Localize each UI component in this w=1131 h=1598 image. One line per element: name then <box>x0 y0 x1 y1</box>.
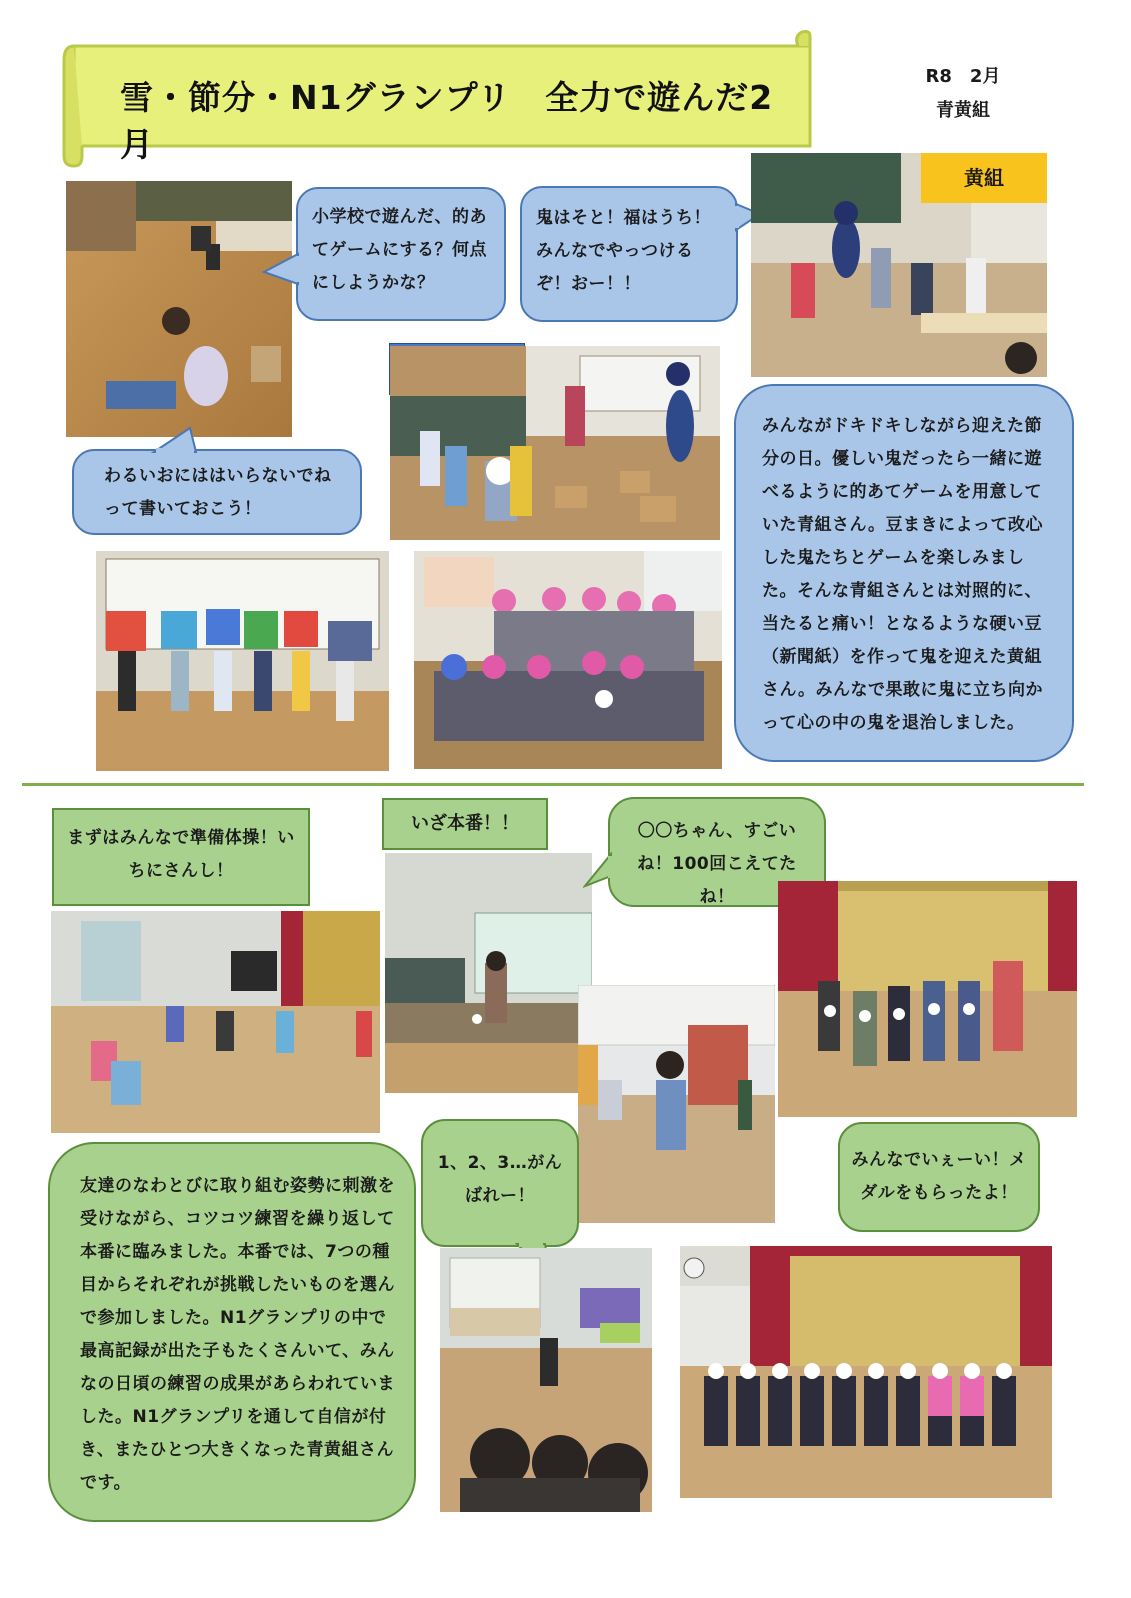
bubble-text: 小学校で遊んだ、的あてゲームにする？何点にしようかな？ <box>312 207 487 293</box>
grandprix-summary <box>48 1142 416 1522</box>
issue-date: R8 2月 <box>925 66 1001 87</box>
speech-bubble-oni-soto <box>520 186 738 322</box>
photo-blue-class-game <box>390 346 720 540</box>
summary-text: みんながドキドキしながら迎えた節分の日。優しい鬼だったら一緒に遊べるように的あてゲームを用意していた青組さん。豆まきによって改心した鬼たちとゲームを楽しみました。そんな青組さんとは対照的に、当たると痛い！となるような硬い豆（新聞紙）を作って鬼を迎えた黄組さん。みんなで果敢に鬼に立ち向かって心の中の鬼を退治しました。 <box>762 416 1044 733</box>
class-name: 青黄組 <box>936 100 990 121</box>
bubble-text: 〇〇ちゃん、すごいね！100回こえてたね！ <box>637 821 797 907</box>
speech-bubble-count <box>421 1119 579 1247</box>
label-honban: いざ本番！！ <box>382 798 548 850</box>
page-title: 雪・節分・N1グランプリ 全力で遊んだ2月 <box>120 78 774 164</box>
bubble-tail <box>583 852 613 892</box>
bubble-tail <box>150 426 200 454</box>
bubble-text: みんなでいぇーい！メダルをもらったよ！ <box>851 1150 1027 1203</box>
photo-jump-rope-hall <box>385 853 592 1093</box>
photo-jump-boy <box>578 985 775 1223</box>
photo-jump-hall-back <box>440 1248 652 1512</box>
bubble-text: まずはみんなで準備体操！いちにさんし！ <box>67 828 295 881</box>
photo-target-making <box>66 181 292 437</box>
summary-text: 友達のなわとびに取り組む姿勢に刺激を受けながら、コツコツ練習を繰り返して本番に臨みました。本番では、7つの種目からそれぞれが挑戦したいものを選んで参加しました。N1グランプリの中で最高記録が出た子もたくさんいて、みんなの日頃の練習の成果があらわれていました。N1グランプリを通して自信が付き、またひとつ大きくなった青黄組さんです。 <box>80 1176 395 1493</box>
photo-medal-group <box>778 881 1077 1117</box>
speech-bubble-warmup <box>52 808 310 906</box>
photo-final-group <box>680 1246 1052 1498</box>
photo-masks-lineup <box>96 551 389 771</box>
bubble-text: 1、2、3…がんばれー！ <box>437 1153 563 1206</box>
photo-warmup-gym <box>51 911 380 1133</box>
speech-bubble-target-game <box>296 187 506 321</box>
bubble-text: 鬼はそと！福はうち！みんなでやっつけるぞ！おー！！ <box>536 208 711 294</box>
bubble-tail <box>262 252 302 292</box>
setsubun-summary <box>734 384 1074 762</box>
photo-group-masks <box>414 551 722 769</box>
bubble-text: わるいおにははいらないでねって書いておこう！ <box>104 466 332 519</box>
speech-bubble-write <box>72 449 362 535</box>
label-yellow-class: 黄組 <box>921 153 1047 203</box>
section-divider <box>22 783 1084 786</box>
speech-bubble-medal <box>838 1122 1040 1232</box>
